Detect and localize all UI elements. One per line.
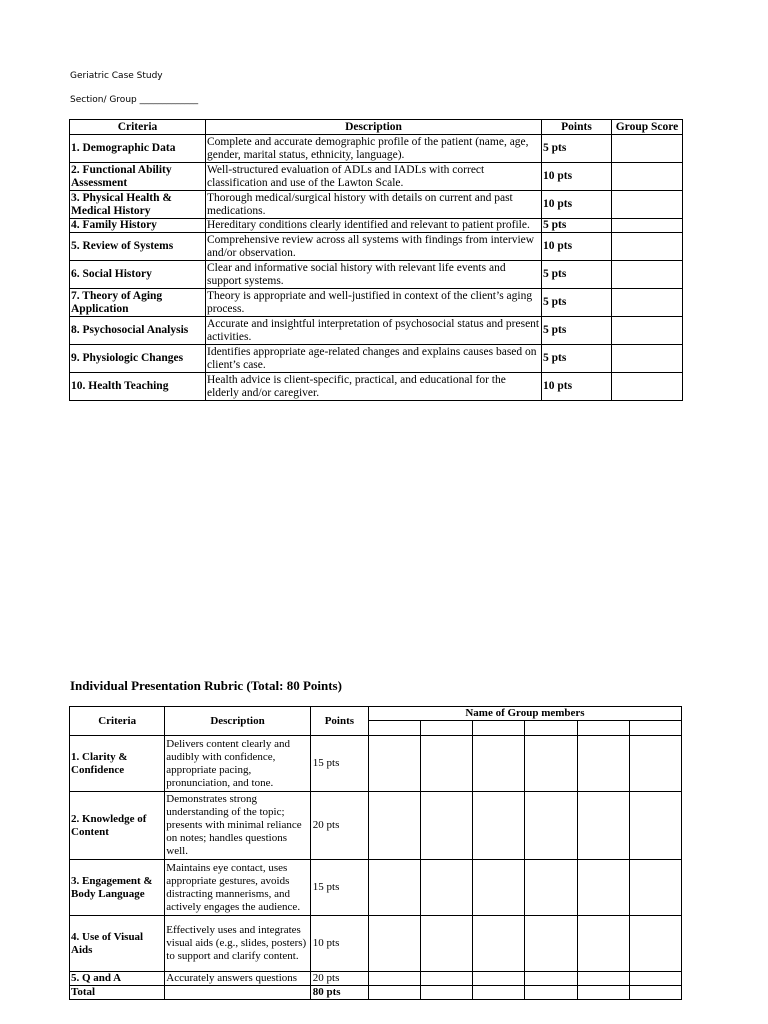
points-cell: 20 pts [310,972,368,986]
description-cell: Complete and accurate demographic profile of the patient (name, age, gender, marital status, ethnicity, language). [206,135,542,163]
description-cell: Comprehensive review across all systems with findings from interview and/or observation. [206,233,542,261]
table-header-row [70,707,682,721]
description-cell: Effectively uses and integrates visual aids (e.g., slides, posters) to support and clarify content. [165,916,310,972]
member-score-cell[interactable] [525,792,577,860]
column-header-points: Points [310,707,368,736]
points-cell: 5 pts [542,135,612,163]
criteria-cell: 5. Q and A [70,972,165,986]
member-score-cell[interactable] [473,736,525,792]
member-score-cell[interactable] [577,972,629,986]
member-score-cell[interactable] [421,736,473,792]
member-score-cell[interactable] [577,916,629,972]
member-score-cell[interactable] [473,860,525,916]
description-cell: Demonstrates strong understanding of the topic; presents with minimal reliance on notes; handles questions well. [165,792,310,860]
criteria-cell: 1. Clarity & Confidence [70,736,165,792]
member-total-cell[interactable] [473,986,525,1000]
criteria-cell: 1. Demographic Data [70,135,206,163]
points-cell: 15 pts [310,860,368,916]
criteria-cell: 7. Theory of Aging Application [70,289,206,317]
member-score-cell[interactable] [629,736,681,792]
table-row [70,163,683,191]
group-score-cell[interactable] [612,345,683,373]
member-score-cell[interactable] [525,736,577,792]
member-score-cell[interactable] [368,916,420,972]
description-cell: Accurate and insightful interpretation of psychosocial status and present activities. [206,317,542,345]
member-score-cell[interactable] [629,972,681,986]
member-score-cell[interactable] [368,792,420,860]
member-name-cell[interactable] [525,721,577,736]
table-row [70,289,683,317]
group-score-cell[interactable] [612,289,683,317]
criteria-cell: 3. Physical Health & Medical History [70,191,206,219]
criteria-cell: 6. Social History [70,261,206,289]
member-score-cell[interactable] [368,736,420,792]
group-score-cell[interactable] [612,135,683,163]
description-cell: Maintains eye contact, uses appropriate gestures, avoids distracting mannerisms, and actively engages the audience. [165,860,310,916]
group-score-cell[interactable] [612,261,683,289]
criteria-cell: 4. Family History [70,219,206,233]
member-score-cell[interactable] [473,792,525,860]
member-score-cell[interactable] [421,916,473,972]
points-cell: 5 pts [542,345,612,373]
table-row [70,792,682,860]
description-cell: Well-structured evaluation of ADLs and IADLs with correct classification and use of the Lawton Scale. [206,163,542,191]
member-score-cell[interactable] [629,792,681,860]
member-score-cell[interactable] [525,916,577,972]
column-header-points: Points [542,120,612,135]
member-score-cell[interactable] [473,972,525,986]
description-cell: Theory is appropriate and well-justified in context of the client’s aging process. [206,289,542,317]
table-header-row [70,120,683,135]
member-name-cell[interactable] [629,721,681,736]
member-score-cell[interactable] [525,860,577,916]
member-score-cell[interactable] [421,972,473,986]
member-score-cell[interactable] [577,736,629,792]
points-cell: 5 pts [542,219,612,233]
member-name-cell[interactable] [421,721,473,736]
description-cell: Clear and informative social history with relevant life events and support systems. [206,261,542,289]
total-row [70,986,682,1000]
member-score-cell[interactable] [421,792,473,860]
member-score-cell[interactable] [629,860,681,916]
group-score-cell[interactable] [612,317,683,345]
member-score-cell[interactable] [577,860,629,916]
points-cell: 10 pts [542,373,612,401]
table-row [70,736,682,792]
member-score-cell[interactable] [368,860,420,916]
table-row [70,860,682,916]
criteria-cell: 2. Knowledge of Content [70,792,165,860]
criteria-cell: 8. Psychosocial Analysis [70,317,206,345]
points-cell: 10 pts [542,191,612,219]
table-row [70,219,683,233]
group-score-cell[interactable] [612,233,683,261]
member-total-cell[interactable] [368,986,420,1000]
presentation-rubric-title: Individual Presentation Rubric (Total: 80 Points) [70,678,342,693]
table-row [70,916,682,972]
criteria-cell: 5. Review of Systems [70,233,206,261]
member-name-cell[interactable] [368,721,420,736]
criteria-cell: 3. Engagement & Body Language [70,860,165,916]
criteria-cell: 4. Use of Visual Aids [70,916,165,972]
member-score-cell[interactable] [473,916,525,972]
description-cell: Delivers content clearly and audibly with confidence, appropriate pacing, pronunciation, and tone. [165,736,310,792]
presentation-rubric-table [69,706,682,1000]
member-score-cell[interactable] [525,972,577,986]
description-cell: Hereditary conditions clearly identified and relevant to patient profile. [206,219,542,233]
description-cell: Thorough medical/surgical history with details on current and past medications. [206,191,542,219]
criteria-cell: 9. Physiologic Changes [70,345,206,373]
table-row [70,135,683,163]
column-header-description: Description [165,707,310,736]
points-cell: 10 pts [542,233,612,261]
points-cell: 5 pts [542,317,612,345]
member-score-cell[interactable] [629,916,681,972]
member-name-cell[interactable] [473,721,525,736]
group-score-cell[interactable] [612,163,683,191]
member-total-cell[interactable] [525,986,577,1000]
table-row [70,261,683,289]
case-study-rubric-table [69,119,683,401]
member-total-cell[interactable] [577,986,629,1000]
points-cell: 10 pts [542,163,612,191]
points-cell: 5 pts [542,261,612,289]
column-header-description: Description [206,120,542,135]
section-group-line: Section/ Group _____________ [70,95,199,105]
column-header-group-score: Group Score [612,120,683,135]
column-header-group-members: Name of Group members [368,707,681,721]
table-row [70,233,683,261]
description-cell: Health advice is client-specific, practical, and educational for the elderly and/or caregiver. [206,373,542,401]
member-score-cell[interactable] [577,792,629,860]
points-cell: 10 pts [310,916,368,972]
column-header-criteria: Criteria [70,707,165,736]
description-cell: Identifies appropriate age-related changes and explains causes based on client’s case. [206,345,542,373]
points-cell: 20 pts [310,792,368,860]
table-row [70,373,683,401]
group-score-cell[interactable] [612,191,683,219]
total-description-cell [165,986,310,1000]
document-title: Geriatric Case Study [70,71,163,81]
table-row [70,345,683,373]
member-score-cell[interactable] [421,860,473,916]
criteria-cell: 2. Functional Ability Assessment [70,163,206,191]
points-cell: 5 pts [542,289,612,317]
column-header-criteria: Criteria [70,120,206,135]
description-cell: Accurately answers questions [165,972,310,986]
member-total-cell[interactable] [629,986,681,1000]
table-row [70,972,682,986]
total-points-cell: 80 pts [310,986,368,1000]
member-total-cell[interactable] [421,986,473,1000]
group-score-cell[interactable] [612,373,683,401]
table-row [70,317,683,345]
total-label-cell: Total [70,986,165,1000]
member-name-cell[interactable] [577,721,629,736]
group-score-cell[interactable] [612,219,683,233]
table-row [70,191,683,219]
criteria-cell: 10. Health Teaching [70,373,206,401]
member-score-cell[interactable] [368,972,420,986]
points-cell: 15 pts [310,736,368,792]
